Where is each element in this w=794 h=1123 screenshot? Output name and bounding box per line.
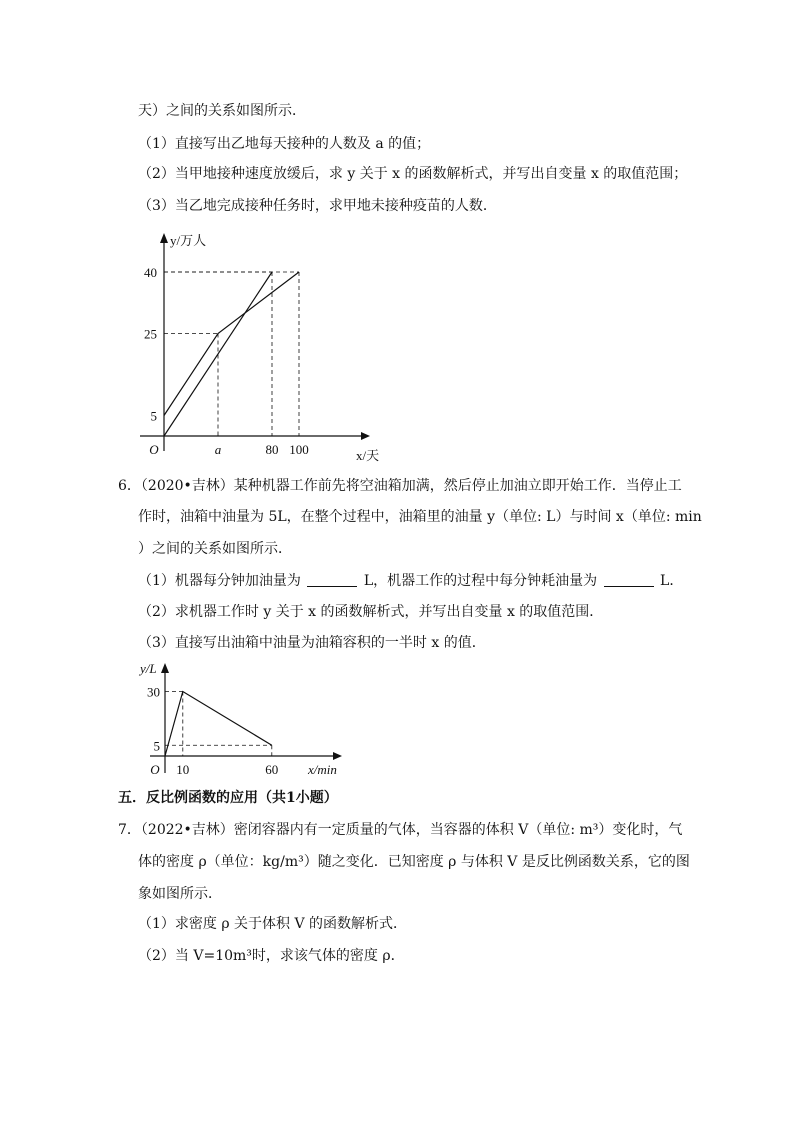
series-line-1: [164, 272, 299, 416]
q7-line-2: 体的密度 ρ（单位：kg/m³）随之变化．已知密度 ρ 与体积 V 是反比例函数关系，它的图: [138, 854, 690, 870]
q7-line-1: 7．（2022•吉林）密闭容器内有一定质量的气体，当容器的体积 V（单位: m³）变化时，气: [118, 822, 683, 838]
x-axis-arrow: [333, 752, 342, 760]
q6-subquestion-2: （2）求机器工作时 y 关于 x 的函数解析式，并写出自变量 x 的取值范围．: [138, 604, 604, 620]
x-axis-arrow: [361, 432, 370, 440]
q6-line-2: 作时，油箱中油量为 5L，在整个过程中，油箱里的油量 y（单位: L）与时间 x（单位: min: [138, 509, 702, 525]
y-tick-label-30: 30: [147, 684, 160, 700]
y-axis-arrow: [160, 233, 168, 243]
y-axis-arrow: [161, 663, 169, 673]
q7-subquestion-2: （2）当 V=10m³时，求该气体的密度 ρ．: [138, 948, 405, 964]
x-axis-label: x/天: [356, 448, 380, 463]
q6-sub1-part-a: （1）机器每分钟加油量为: [138, 573, 301, 589]
q7-line-3: 象如图所示．: [138, 886, 222, 902]
q5-intro-line: 天）之间的关系如图所示．: [138, 103, 306, 119]
q6-subquestion-3: （3）直接写出油箱中油量为油箱容积的一半时 x 的值．: [138, 635, 486, 651]
y-tick-label-5: 5: [150, 408, 157, 424]
x-tick-label-a: a: [214, 442, 222, 457]
origin-label: O: [149, 442, 159, 457]
q5-subquestion-2: （2）当甲地接种速度放缓后，求 y 关于 x 的函数解析式，并写出自变量 x 的取值范围；: [138, 166, 688, 182]
q7-subquestion-1: （1）求密度 ρ 关于体积 V 的函数解析式．: [138, 916, 408, 932]
x-tick-label-80: 80: [265, 442, 279, 457]
chart-vaccination: [130, 225, 390, 465]
q6-line-3: ）之间的关系如图所示．: [138, 541, 292, 557]
chart-fuel-tank: [130, 655, 360, 780]
q6-line-1: 6．（2020•吉林）某种机器工作前先将空油箱加满，然后停止加油立即开始工作．当停止工: [118, 478, 682, 494]
y-tick-label-5: 5: [153, 738, 160, 754]
q6-subquestion-1: [138, 571, 683, 591]
origin-label: O: [150, 762, 160, 777]
answer-blank-1[interactable]: [307, 572, 357, 587]
x-tick-label-10: 10: [176, 762, 190, 777]
y-tick-label-40: 40: [144, 265, 157, 280]
q6-sub1-part-b: L，机器工作的过程中每分钟耗油量为: [363, 573, 598, 589]
y-axis-label: y/万人: [170, 233, 207, 248]
section-heading: 五．反比例函数的应用（共1小题）: [118, 790, 338, 806]
y-tick-label-25: 25: [144, 326, 157, 342]
x-tick-label-100: 100: [289, 442, 309, 457]
q5-subquestion-1: （1）直接写出乙地每天接种的人数及 a 的值；: [138, 136, 431, 152]
series-line-fuel: [165, 692, 272, 757]
answer-blank-2[interactable]: [604, 572, 654, 587]
q5-subquestion-3: （3）当乙地完成接种任务时，求甲地未接种疫苗的人数．: [138, 198, 497, 214]
x-tick-label-60: 60: [265, 762, 279, 777]
x-axis-label: x/min: [308, 762, 337, 777]
q6-sub1-part-c: L．: [660, 573, 684, 589]
y-axis-label: y/L: [140, 661, 157, 676]
